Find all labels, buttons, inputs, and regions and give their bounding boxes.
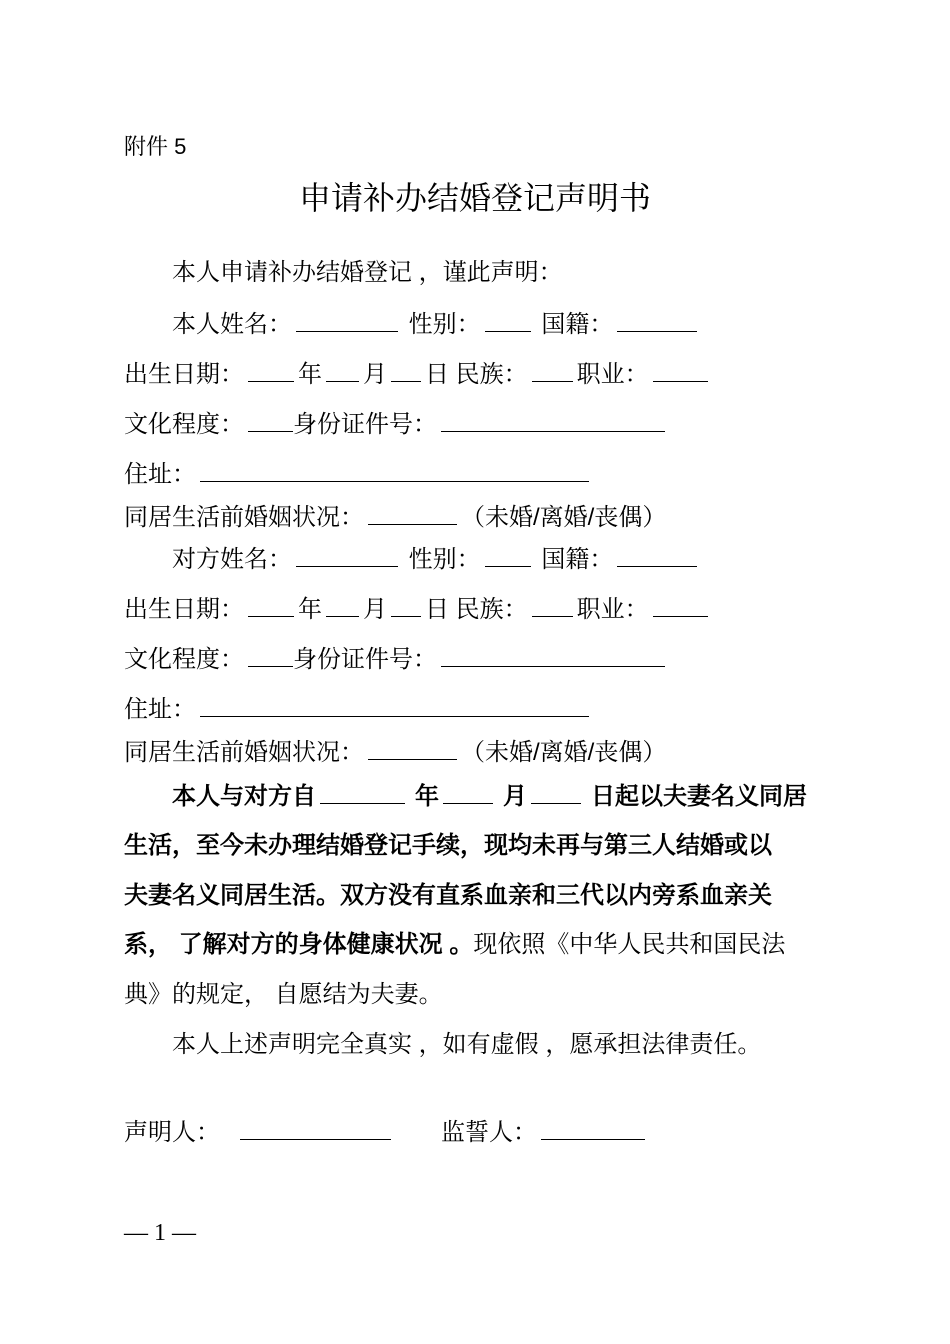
name-label: 本人姓名： <box>172 311 292 338</box>
birth-day-blank[interactable] <box>391 594 421 617</box>
other-address-row <box>124 694 593 726</box>
cohabit-year-blank[interactable] <box>320 781 405 804</box>
month-label: 月 <box>503 783 527 810</box>
year-label: 年 <box>298 361 322 388</box>
birth-month-blank[interactable] <box>326 359 359 382</box>
witness-label: 监誓人： <box>441 1119 537 1146</box>
self-address-row <box>124 459 593 491</box>
birth-label: 出生日期： <box>124 596 244 623</box>
name-label: 对方姓名： <box>172 546 292 573</box>
birth-year-blank[interactable] <box>248 594 294 617</box>
name-blank[interactable] <box>296 309 398 332</box>
statement-normal-part: 现依照《中华人民共和国民法 <box>473 931 786 958</box>
birth-month-blank[interactable] <box>326 594 359 617</box>
self-education-row <box>124 409 669 441</box>
declarant-blank[interactable] <box>240 1117 391 1140</box>
month-label: 月 <box>363 596 387 623</box>
address-blank[interactable] <box>200 694 589 717</box>
nationality-blank[interactable] <box>617 309 697 332</box>
statement-rest: 日起以夫妻名义同居 <box>591 783 807 810</box>
occupation-blank[interactable] <box>653 359 708 382</box>
other-birth-row <box>124 594 712 626</box>
statement-line-5: 典》的规定， 自愿结为夫妻。 <box>124 981 443 1008</box>
education-blank[interactable] <box>248 644 293 667</box>
statement-line-2: 生活，至今未办理结婚登记手续，现均未再与第三人结婚或以 <box>124 832 772 859</box>
birth-year-blank[interactable] <box>248 359 294 382</box>
id-blank[interactable] <box>441 409 665 432</box>
self-marital-row <box>124 502 666 534</box>
marital-options: （未婚/离婚/丧偶） <box>461 739 667 766</box>
marital-label: 同居生活前婚姻状况： <box>124 504 364 531</box>
signature-row <box>124 1117 649 1149</box>
address-blank[interactable] <box>200 459 589 482</box>
occupation-label: 职业： <box>576 361 649 388</box>
truth-declaration: 本人上述声明完全真实 ，如有虚假 ，愿承担法律责任。 <box>172 1031 762 1058</box>
address-label: 住址： <box>124 461 196 488</box>
marital-options: （未婚/离婚/丧偶） <box>461 504 667 531</box>
statement-bold-part: 系， 了解对方的身体健康状况 。 <box>124 931 474 958</box>
cohabit-day-blank[interactable] <box>531 781 581 804</box>
nationality-label: 国籍： <box>541 311 614 338</box>
year-label: 年 <box>415 783 439 810</box>
occupation-blank[interactable] <box>653 594 708 617</box>
self-name-row <box>172 309 701 341</box>
gender-label: 性别： <box>408 311 481 338</box>
marital-blank[interactable] <box>368 502 457 525</box>
document-title: 申请补办结婚登记声明书 <box>298 180 651 216</box>
self-birth-row <box>124 359 712 391</box>
id-blank[interactable] <box>441 644 665 667</box>
nationality-label: 国籍： <box>541 546 614 573</box>
other-education-row <box>124 644 669 676</box>
witness-blank[interactable] <box>541 1117 645 1140</box>
address-label: 住址： <box>124 696 196 723</box>
statement-start: 本人与对方自 <box>172 783 316 810</box>
education-label: 文化程度： <box>124 411 244 438</box>
intro: 本人申请补办结婚登记 ，谨此声明： <box>172 259 563 286</box>
year-label: 年 <box>298 596 322 623</box>
name-blank[interactable] <box>296 544 398 567</box>
page-number: — 1 — <box>124 1220 196 1246</box>
id-label: 身份证件号： <box>293 646 437 673</box>
ethnic-label: 日 民族： <box>425 596 528 623</box>
ethnic-blank[interactable] <box>532 359 573 382</box>
declarant-label: 声明人： <box>124 1119 220 1146</box>
ethnic-blank[interactable] <box>532 594 573 617</box>
gender-blank[interactable] <box>485 309 531 332</box>
ethnic-label: 日 民族： <box>425 361 528 388</box>
nationality-blank[interactable] <box>617 544 697 567</box>
cohabit-month-blank[interactable] <box>443 781 493 804</box>
occupation-label: 职业： <box>576 596 649 623</box>
statement-line-4 <box>124 929 785 961</box>
other-name-row <box>172 544 701 576</box>
gender-blank[interactable] <box>485 544 531 567</box>
other-marital-row <box>124 737 666 769</box>
statement-line-1 <box>172 781 807 813</box>
attachment-label: 附件 5 <box>124 134 187 159</box>
education-blank[interactable] <box>248 409 293 432</box>
birth-day-blank[interactable] <box>391 359 421 382</box>
marital-blank[interactable] <box>368 737 457 760</box>
statement-line-3: 夫妻名义同居生活。双方没有直系血亲和三代以内旁系血亲关 <box>124 882 772 909</box>
birth-label: 出生日期： <box>124 361 244 388</box>
gender-label: 性别： <box>408 546 481 573</box>
month-label: 月 <box>363 361 387 388</box>
education-label: 文化程度： <box>124 646 244 673</box>
id-label: 身份证件号： <box>293 411 437 438</box>
marital-label: 同居生活前婚姻状况： <box>124 739 364 766</box>
